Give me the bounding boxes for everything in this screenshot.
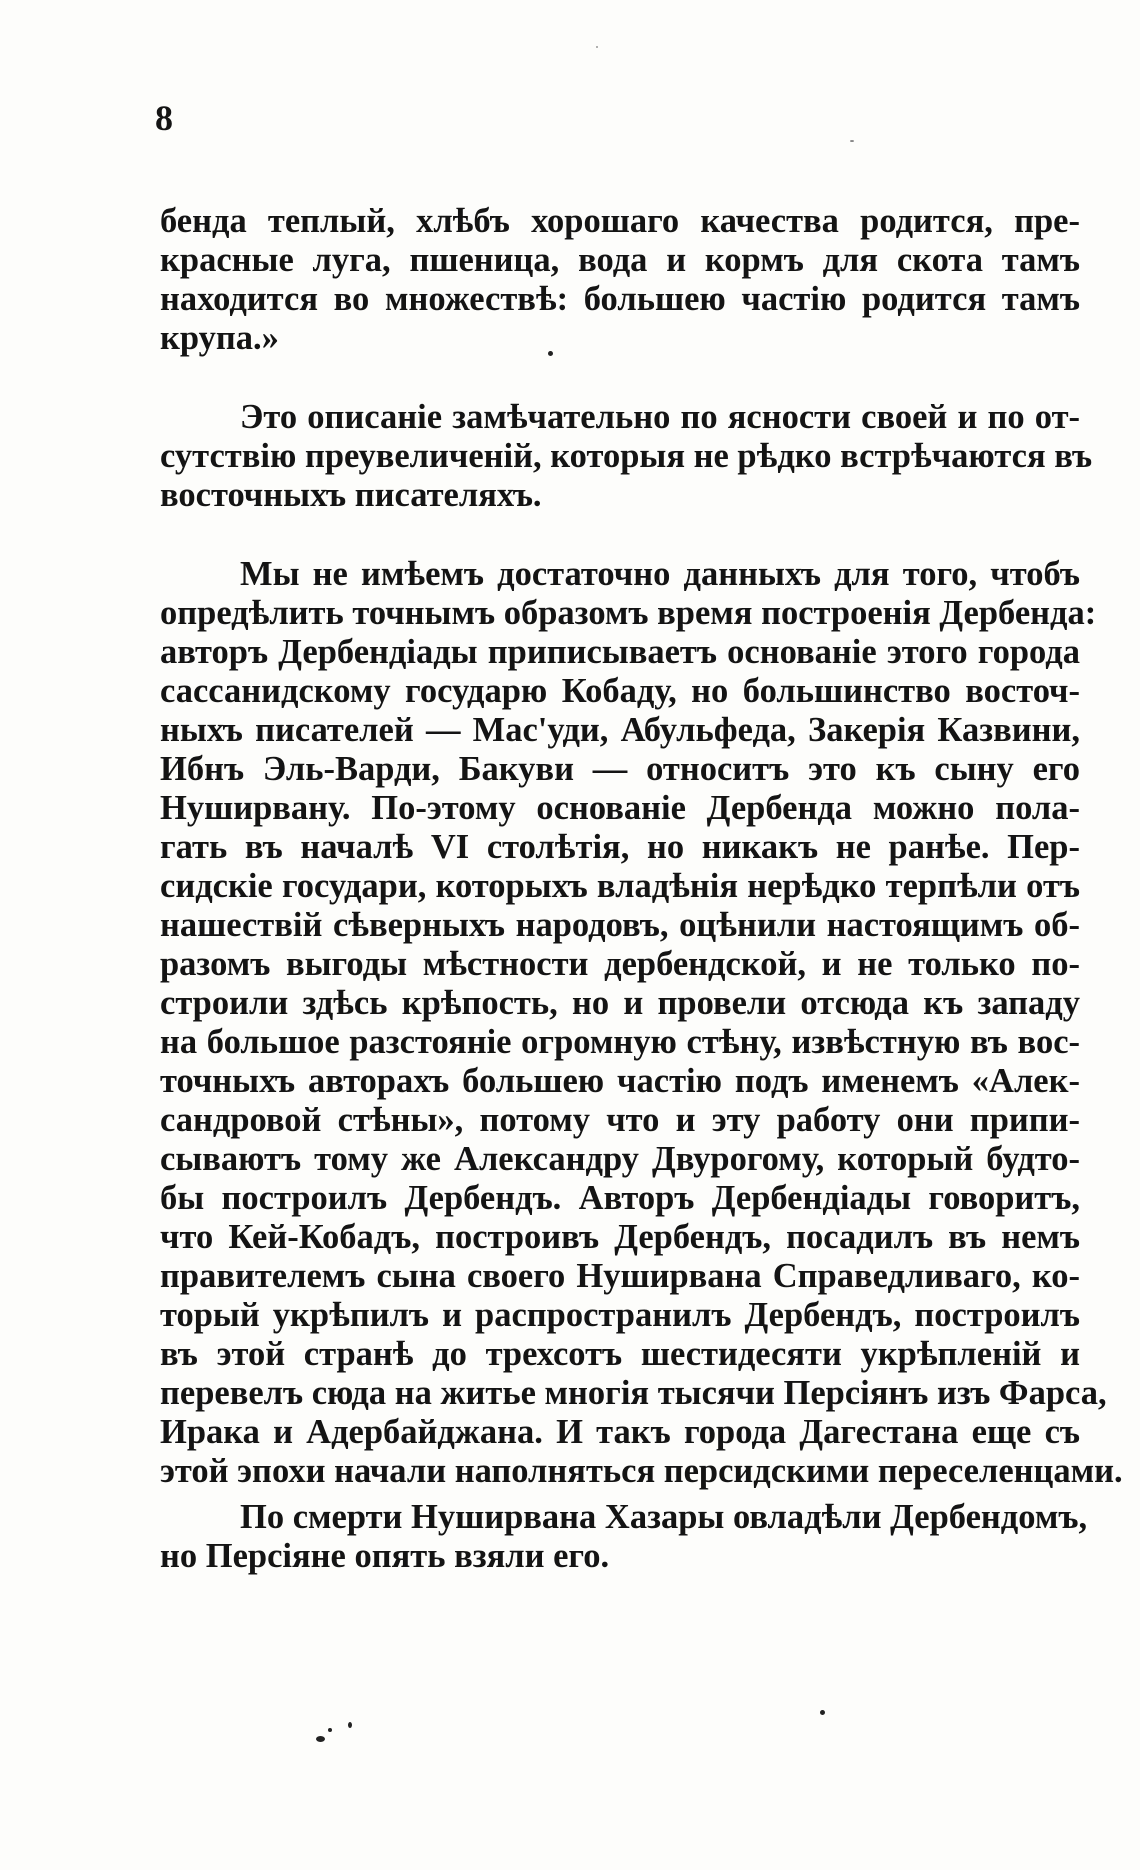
- paragraph-1: [160, 202, 1080, 358]
- text-line: опредѣлить точнымъ образомъ время построенія Дербенда:: [160, 594, 1097, 632]
- text-line: разомъ выгоды мѣстности дербендской, и не только по-: [160, 945, 1080, 983]
- text-line: правителемъ сына своего Нуширвана Справедливаго, ко-: [160, 1257, 1080, 1295]
- page-number: 8: [155, 98, 173, 138]
- text-line: Нуширвану. По-этому основаніе Дербенда можно пола-: [160, 789, 1080, 827]
- text-line: бы построилъ Дербендъ. Авторъ Дербендіады говоритъ,: [160, 1179, 1080, 1217]
- ink-speck: [328, 1728, 332, 1732]
- paragraph-2: [160, 398, 1093, 515]
- text-line: сидскіе государи, которыхъ владѣнія нерѣдко терпѣли отъ: [160, 867, 1080, 905]
- text-line: Мы не имѣемъ достаточно данныхъ для того, чтобъ: [240, 555, 1080, 593]
- text-line: ныхъ писателей — Мас'уди, Абульфеда, Закерія Казвини,: [160, 711, 1080, 749]
- text-line: на большое разстояніе огромную стѣну, извѣстную въ вос-: [160, 1023, 1080, 1061]
- text-line: точныхъ авторахъ большею частію подъ именемъ «Алек-: [160, 1062, 1080, 1100]
- text-line: сутствію преувеличеній, которыя не рѣдко встрѣчаются въ: [160, 437, 1093, 475]
- text-line: строили здѣсь крѣпость, но и провели отсюда къ западу: [160, 984, 1080, 1022]
- text-line: крупа.»: [160, 319, 279, 357]
- ink-speck: [348, 1722, 352, 1728]
- text-line: что Кей-Кобадъ, построивъ Дербендъ, посадилъ въ немъ: [160, 1218, 1080, 1256]
- text-line: Ирака и Адербайджана. И такъ города Дагестана еще съ: [160, 1413, 1080, 1451]
- text-line: перевелъ сюда на житье многія тысячи Персіянъ изъ Фарса,: [160, 1374, 1107, 1412]
- text-line: авторъ Дербендіады приписываетъ основаніе этого города: [160, 633, 1080, 671]
- text-line: красные луга, пшеница, вода и кормъ для скота тамъ: [160, 241, 1080, 279]
- text-line: сываютъ тому же Александру Двурогому, который будто-: [160, 1140, 1080, 1178]
- text-line: сандровой стѣны», потому что и эту работу они припи-: [160, 1101, 1080, 1139]
- ink-speck: [820, 1710, 825, 1715]
- text-line: торый укрѣпилъ и распространилъ Дербендъ, построилъ: [160, 1296, 1080, 1334]
- text-line: гать въ началѣ VI столѣтія, но никакъ не ранѣе. Пер-: [160, 828, 1080, 866]
- paragraph-3: [160, 555, 1123, 1491]
- ink-speck: [596, 46, 598, 48]
- paragraph-4: [160, 1498, 1088, 1576]
- ink-speck: [548, 351, 553, 356]
- text-line: Ибнъ Эль-Варди, Бакуви — относитъ это къ сыну его: [160, 750, 1080, 788]
- text-line: въ этой странѣ до трехсотъ шестидесяти укрѣпленій и: [160, 1335, 1080, 1373]
- text-line: По смерти Нуширвана Хазары овладѣли Дербендомъ,: [240, 1498, 1088, 1536]
- ink-speck: [850, 140, 854, 142]
- text-line: восточныхъ писателяхъ.: [160, 476, 542, 514]
- text-line: бенда теплый, хлѣбъ хорошаго качества родится, пре-: [160, 202, 1080, 240]
- ink-speck: [316, 1736, 325, 1742]
- text-line: находится во множествѣ: большею частію родится тамъ: [160, 280, 1080, 318]
- text-line: Это описаніе замѣчательно по ясности своей и по от-: [240, 398, 1080, 436]
- text-line: нашествій сѣверныхъ народовъ, оцѣнили настоящимъ об-: [160, 906, 1080, 944]
- text-line: этой эпохи начали наполняться персидскими переселенцами.: [160, 1452, 1123, 1490]
- text-line: сассанидскому государю Кобаду, но большинство восточ-: [160, 672, 1080, 710]
- text-line: но Персіяне опять взяли его.: [160, 1537, 610, 1575]
